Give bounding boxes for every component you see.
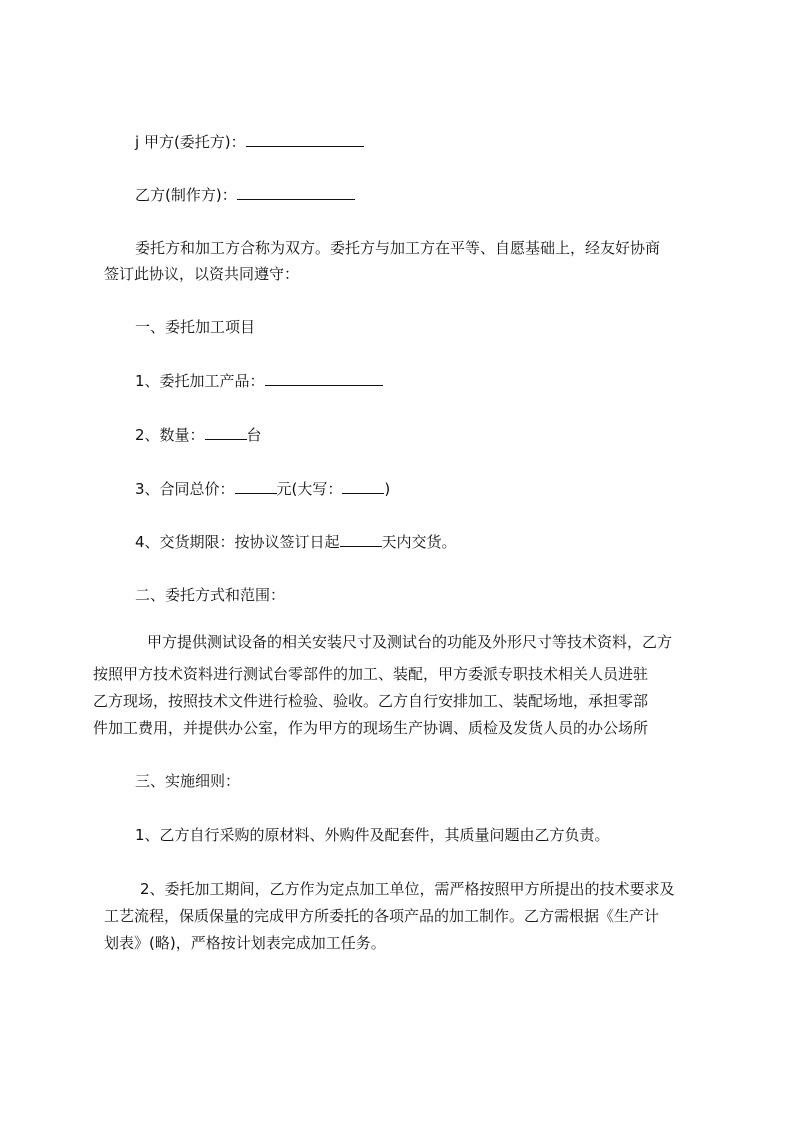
item-3-mid: 元(大写： xyxy=(276,480,343,498)
party-a-label: 甲方(委托方)： xyxy=(143,133,246,151)
item-2-blank xyxy=(205,425,247,440)
section-3-item-1: 1、乙方自行采购的原材料、外购件及配套件，其质量问题由乙方负责。 xyxy=(135,826,610,844)
section-3-title: 三、实施细则： xyxy=(135,772,241,790)
section-1-item-3 xyxy=(135,479,390,499)
section-2-title: 二、委托方式和范围： xyxy=(135,586,286,604)
section-2-line-1: 甲方提供测试设备的相关安装尺寸及测试台的功能及外形尺寸等技术资料，乙方 xyxy=(147,633,673,651)
party-a-blank xyxy=(246,132,364,147)
section-3-item-2-line-2: 工艺流程，保质保量的完成甲方所委托的各项产品的加工制作。乙方需根据《生产计 xyxy=(104,907,660,925)
item-1-blank xyxy=(265,371,383,386)
section-1-item-1 xyxy=(135,371,383,391)
section-3-item-2-line-3: 划表》(略)，严格按计划表完成加工任务。 xyxy=(104,934,386,952)
section-3-item-2-line-1: 2、委托加工期间，乙方作为定点加工单位，需严格按照甲方所提出的技术要求及 xyxy=(140,880,675,898)
item-2-label: 2、数量： xyxy=(135,426,205,444)
item-3-end: ) xyxy=(384,480,391,498)
item-4-blank xyxy=(340,532,382,547)
intro-line-1: 委托方和加工方合称为双方。委托方与加工方在平等、自愿基础上，经友好协商 xyxy=(135,239,661,257)
party-b-blank xyxy=(237,185,355,200)
section-2-line-3: 乙方现场，按照技术文件进行检验、验收。乙方自行安排加工、装配场地，承担零部 xyxy=(93,692,649,710)
item-3-blank-1 xyxy=(235,479,277,494)
party-b-label: 乙方(制作方)： xyxy=(135,186,237,204)
item-4-end: 天内交货。 xyxy=(381,533,457,551)
section-2-line-4: 件加工费用，并提供办公室，作为甲方的现场生产协调、质检及发货人员的办公场所 xyxy=(93,719,649,737)
item-1-label: 1、委托加工产品： xyxy=(135,372,265,390)
party-a-prefix: j xyxy=(135,133,140,151)
item-4-label: 4、交货期限：按协议签订日起 xyxy=(135,533,340,551)
party-b-line xyxy=(135,185,355,205)
party-a-line xyxy=(135,132,364,152)
item-2-unit: 台 xyxy=(246,426,262,444)
section-1-item-2 xyxy=(135,425,262,445)
section-1-item-4 xyxy=(135,532,457,552)
section-2-line-2: 按照甲方技术资料进行测试台零部件的加工、装配，甲方委派专职技术相关人员进驻 xyxy=(93,665,649,683)
item-3-blank-2 xyxy=(342,479,384,494)
item-3-label: 3、合同总价： xyxy=(135,480,235,498)
section-1-title: 一、委托加工项目 xyxy=(135,318,256,336)
intro-line-2: 签订此协议，以资共同遵守： xyxy=(104,265,300,283)
